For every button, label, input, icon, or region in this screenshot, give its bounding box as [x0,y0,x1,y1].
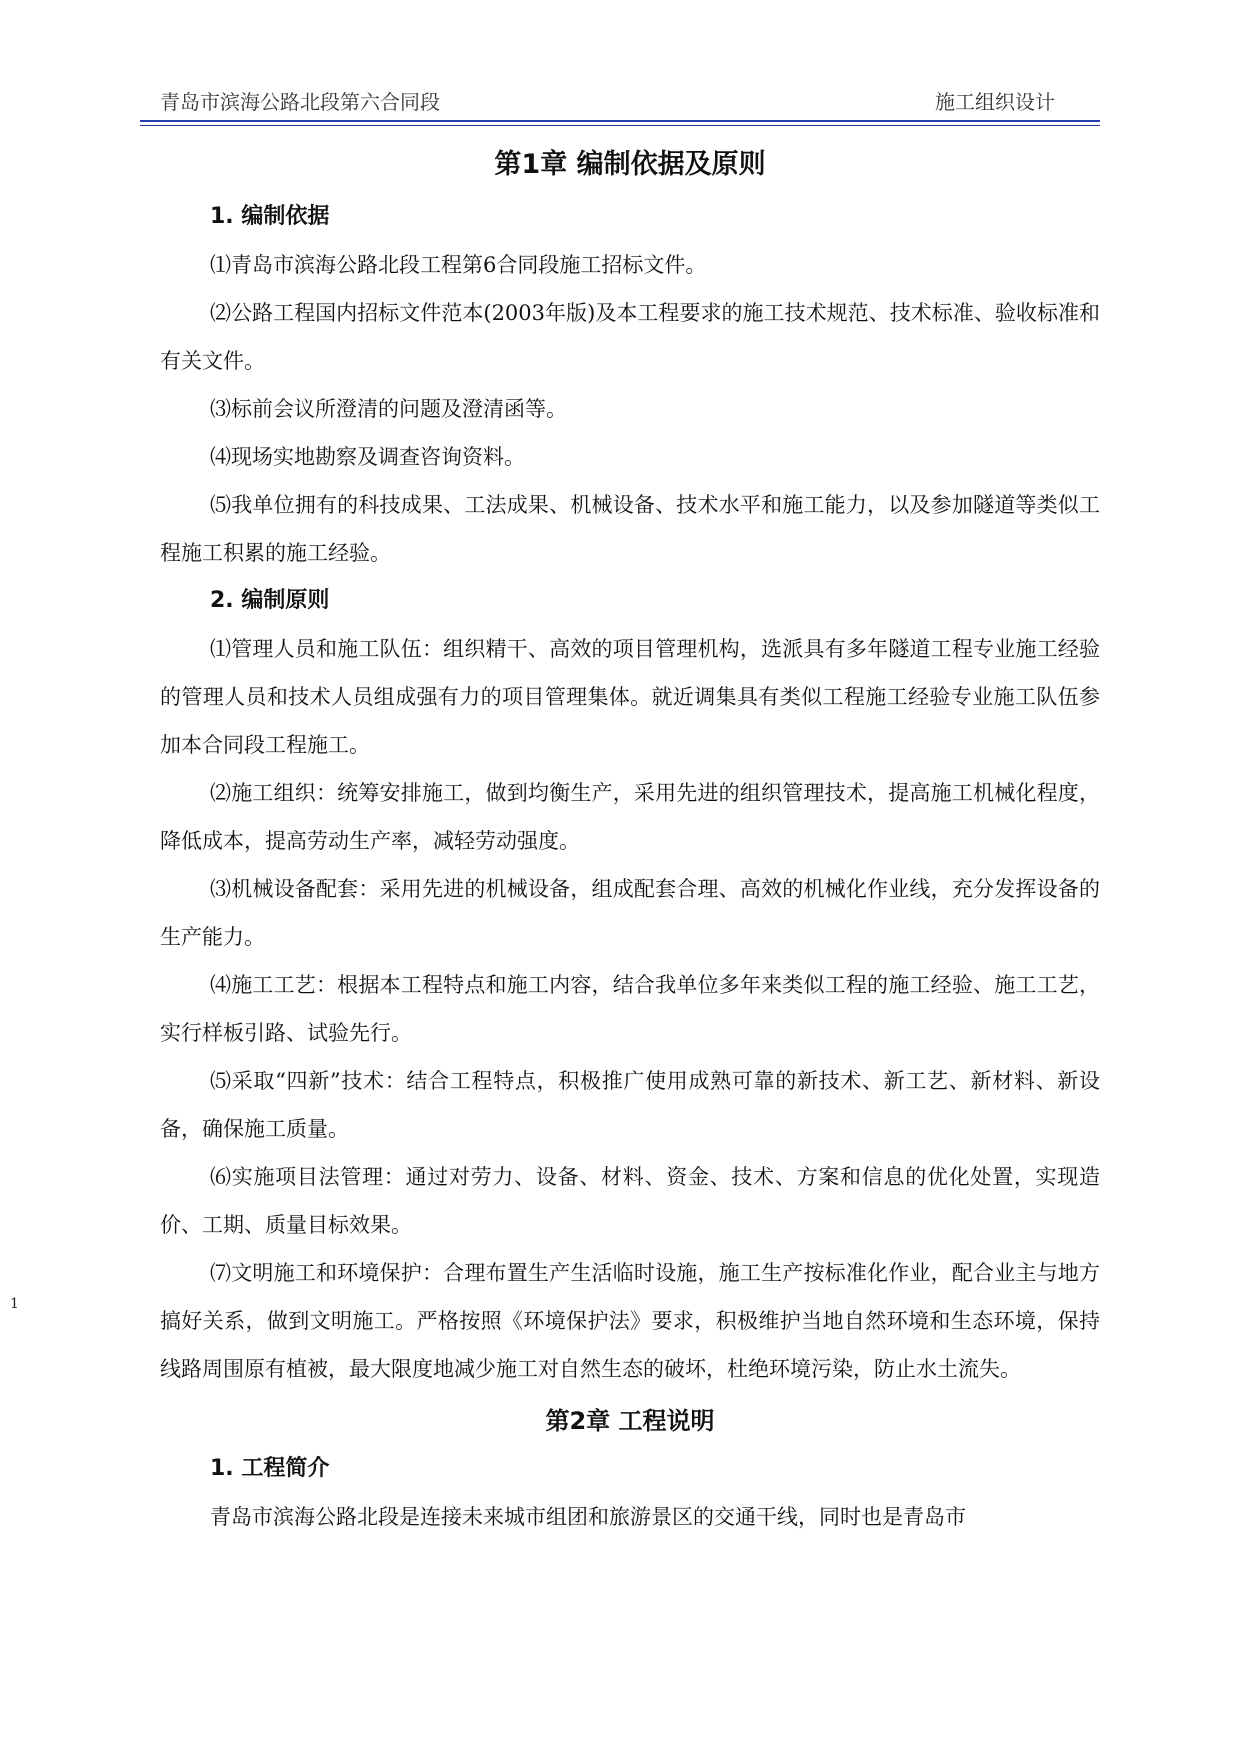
page-number: 1 [10,1296,19,1312]
section-2-1-heading: 1. 工程简介 [210,1456,330,1481]
header-project-title: 青岛市滨海公路北段第六合同段 [160,90,440,114]
header-rule-thick [140,120,1100,122]
document-body [160,145,1100,1541]
paragraph: ⑹实施项目法管理：通过对劳力、设备、材料、资金、技术、方案和信息的优化处置，实现造价、工期、质量目标效果。 [160,1165,1100,1237]
section-1-1-heading: 1. 编制依据 [210,204,330,229]
paragraph: ⑵公路工程国内招标文件范本(2003年版)及本工程要求的施工技术规范、技术标准、验收标准和有关文件。 [160,301,1100,373]
paragraph: ⑶标前会议所澄清的问题及澄清函等。 [210,397,567,421]
paragraph: 青岛市滨海公路北段是连接未来城市组团和旅游景区的交通干线，同时也是青岛市 [210,1505,966,1529]
paragraph: ⑴青岛市滨海公路北段工程第6合同段施工招标文件。 [210,253,707,277]
page-header [160,86,1060,120]
section-1-2-heading: 2. 编制原则 [210,588,330,613]
paragraph: ⑷现场实地勘察及调查咨询资料。 [210,445,525,469]
paragraph: ⑸我单位拥有的科技成果、工法成果、机械设备、技术水平和施工能力，以及参加隧道等类似工程施工积累的施工经验。 [160,493,1100,565]
paragraph: ⑴管理人员和施工队伍：组织精干、高效的项目管理机构，选派具有多年隧道工程专业施工经验的管理人员和技术人员组成强有力的项目管理集体。就近调集具有类似工程施工经验专业施工队伍参加本合同段工程施工。 [160,637,1100,757]
chapter-2-title: 第2章 工程说明 [545,1407,715,1435]
paragraph: ⑷施工工艺：根据本工程特点和施工内容，结合我单位多年来类似工程的施工经验、施工工艺，实行样板引路、试验先行。 [160,973,1100,1045]
paragraph: ⑸采取“四新”技术：结合工程特点，积极推广使用成熟可靠的新技术、新工艺、新材料、新设备，确保施工质量。 [160,1069,1100,1141]
paragraph: ⑵施工组织：统筹安排施工，做到均衡生产，采用先进的组织管理技术，提高施工机械化程度，降低成本，提高劳动生产率，减轻劳动强度。 [160,781,1100,853]
header-rule-thin [140,125,1100,126]
header-document-type: 施工组织设计 [935,90,1055,114]
paragraph: ⑶机械设备配套：采用先进的机械设备，组成配套合理、高效的机械化作业线，充分发挥设备的生产能力。 [160,877,1100,949]
chapter-1-title: 第1章 编制依据及原则 [494,149,766,180]
paragraph: ⑺文明施工和环境保护：合理布置生产生活临时设施，施工生产按标准化作业，配合业主与地方搞好关系，做到文明施工。严格按照《环境保护法》要求，积极维护当地自然环境和生态环境，保持线路周围原有植被，最大限度地减少施工对自然生态的破坏，杜绝环境污染，防止水土流失。 [160,1261,1100,1381]
